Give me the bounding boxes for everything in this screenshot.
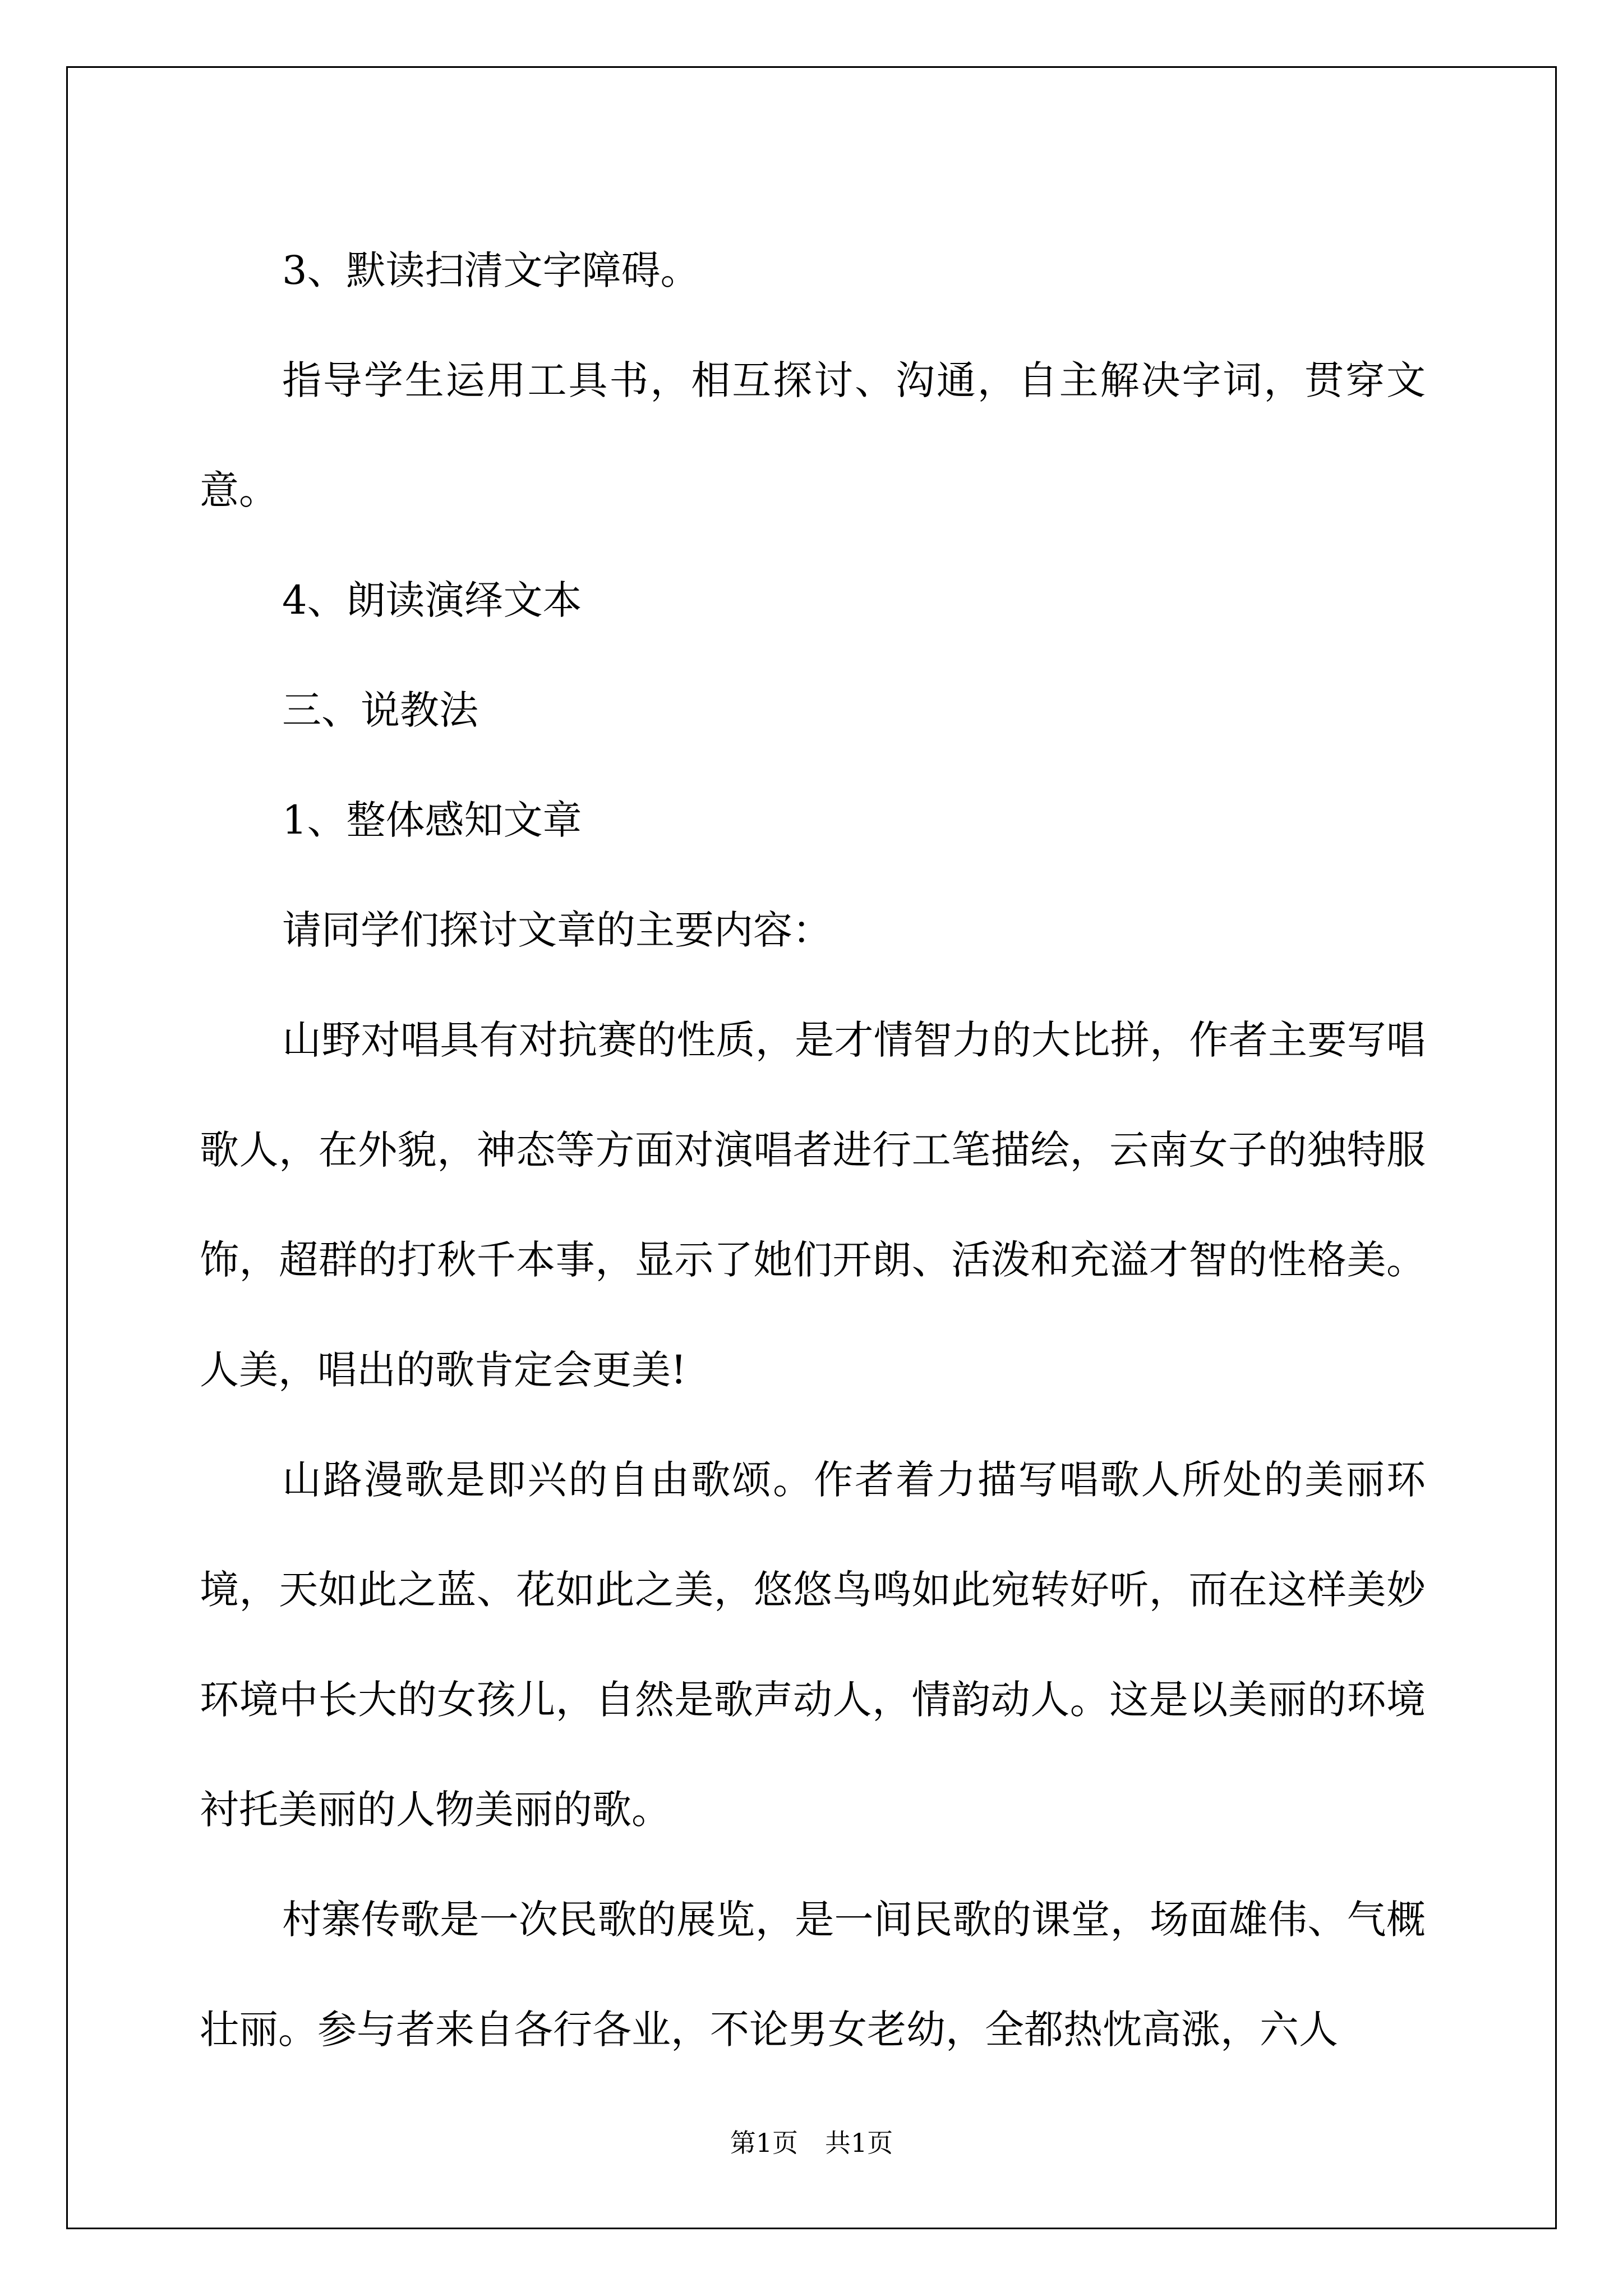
paragraph: 山野对唱具有对抗赛的性质，是才情智力的大比拼，作者主要写唱歌人，在外貌，神态等方面对演唱者进行工笔描绘，云南女子的独特服饰，超群的打秋千本事，显示了她们开朗、活泼和充溢才智的性格美。人美，唱出的歌肯定会更美!: [200, 1017, 1426, 1393]
paragraph: 1、整体感知文章: [282, 797, 582, 843]
paragraph: 村寨传歌是一次民歌的展览，是一间民歌的课堂，场面雄伟、气概壮丽。参与者来自各行各业，不论男女老幼，全都热忱高涨，六人: [200, 1897, 1426, 2053]
page-number-current: 第1页: [730, 2128, 798, 2158]
paragraph: 4、朗读演绎文本: [282, 577, 582, 623]
paragraph: 3、默读扫清文字障碍。: [282, 247, 700, 293]
document-body: [200, 215, 1426, 2085]
paragraph: 山路漫歌是即兴的自由歌颂。作者着力描写唱歌人所处的美丽环境，天如此之蓝、花如此之美，悠悠鸟鸣如此宛转好听，而在这样美妙环境中长大的女孩儿，自然是歌声动人，情韵动人。这是以美丽的环境衬托美丽的人物美丽的歌。: [200, 1457, 1426, 1833]
paragraph: 三、说教法: [282, 687, 478, 733]
paragraph: 指导学生运用工具书，相互探讨、沟通，自主解决字词，贯穿文意。: [200, 357, 1426, 513]
page-number-total: 共1页: [825, 2128, 893, 2158]
paragraph: 请同学们探讨文章的主要内容：: [282, 907, 832, 953]
page-footer: [0, 2126, 1623, 2160]
